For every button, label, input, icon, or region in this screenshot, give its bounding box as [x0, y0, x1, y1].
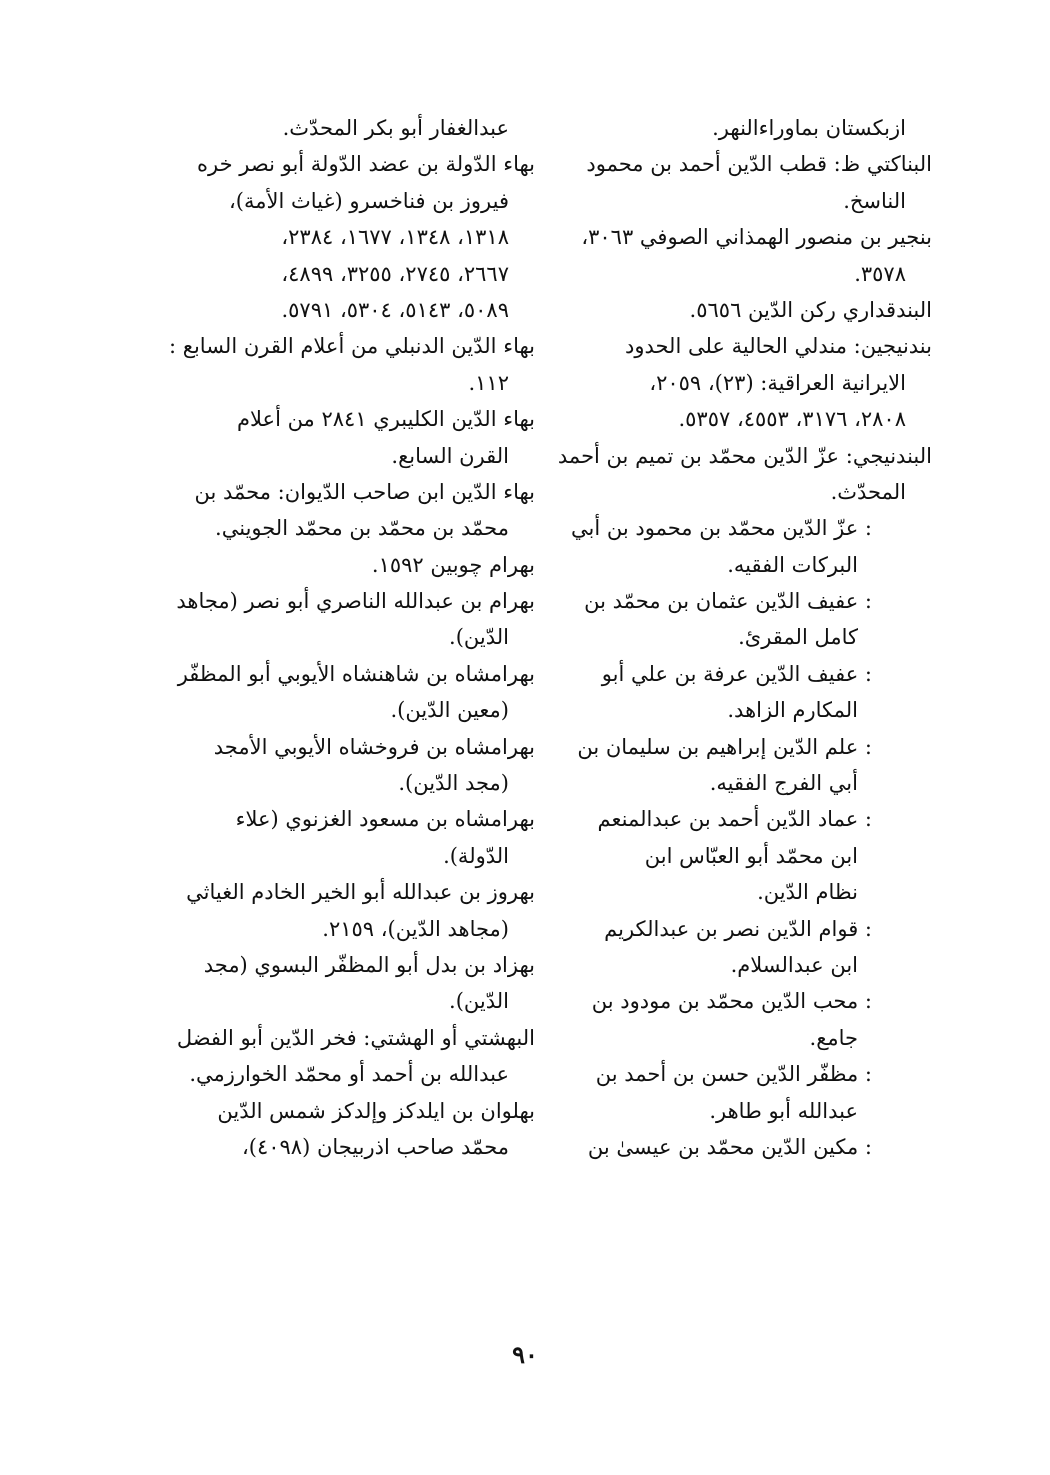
index-entry-line: بهرامشاه بن شاهنشاه الأيوبي أبو المظفّر	[177, 661, 535, 686]
index-entry-line: الايرانية العراقية: (٢٣)، ٢٠٥٩،	[649, 370, 906, 395]
index-entry-line: : قوام الدّين نصر بن عبدالكريم	[604, 916, 872, 941]
index-entry-line: القرن السابع.	[391, 443, 509, 468]
index-entry-line: نظام الدّين.	[757, 880, 858, 905]
index-entry-line: بهزاد بن بدل أبو المظفّر البسوي (مجد	[203, 952, 535, 977]
index-entry-line: (مجاهد الدّين)، ٢١٥٩.	[322, 916, 509, 941]
index-entry-line: الدّين).	[449, 625, 509, 650]
index-entry-line: الدّين).	[449, 989, 509, 1014]
index-entry-line: بنجير بن منصور الهمذاني الصوفي ٣٠٦٣،	[581, 225, 932, 250]
index-entry-line: عبدالغفار أبو بكر المحدّث.	[282, 116, 509, 140]
index-entry-line: أبي الفرج الفقيه.	[709, 771, 858, 796]
index-entry-line: : عزّ الدّين محمّد بن محمود بن أبي	[571, 516, 872, 541]
index-entry-line: ابن محمّد أبو العبّاس ابن	[644, 843, 858, 868]
index-entry-line: : علم الدّين إبراهيم بن سليمان بن	[577, 734, 872, 759]
index-entry-line: الدّولة).	[443, 843, 509, 868]
index-entry-line: بهرام بن عبدالله الناصري أبو نصر (مجاهد	[176, 589, 535, 614]
index-entry-line: ٥٠٨٩، ٥١٤٣، ٥٣٠٤، ٥٧٩١.	[281, 297, 509, 322]
index-entry-line: ازبكستان بماوراءالنهر.	[712, 116, 906, 140]
index-entry-line: البركات الفقيه.	[727, 552, 858, 577]
index-entry-line: ٢٨٠٨، ٣١٧٦، ٤٥٥٣، ٥٣٥٧.	[678, 407, 906, 432]
index-entry-line: بهرام چوبين ١٥٩٢.	[371, 552, 535, 577]
index-entry-line: محمّد صاحب اذربيجان (٤٠٩٨)،	[241, 1134, 509, 1159]
index-entry-line: عبدالله بن أحمد أو محمّد الخوارزمي.	[189, 1062, 509, 1087]
index-entry-line: بهاء الدّين الكليبري ٢٨٤١ من أعلام	[237, 407, 535, 432]
index-entry-line: بندنيجين: مندلي الحالية على الحدود	[624, 334, 932, 359]
index-entry-line: : مكين الدّين محمّد بن عيسىٰ بن	[587, 1134, 872, 1159]
index-entry-line: : عفيف الدّين عرفة بن علي أبو	[601, 661, 872, 686]
index-entry-line: (معين الدّين).	[390, 698, 509, 723]
index-entry-line: بهاء الدّين الدنبلي من أعلام القرن السابع :	[169, 334, 535, 359]
index-entry-line: البندقداري ركن الدّين ٥٦٥٦.	[689, 297, 932, 322]
index-column-left	[160, 110, 535, 1165]
index-entry-line: البندنيجي: عزّ الدّين محمّد بن تميم بن أحمد	[557, 443, 932, 468]
index-entry-line: ٢٦٦٧، ٢٧٤٥، ٣٢٥٥، ٤٨٩٩،	[281, 261, 509, 286]
index-entry-line: بهاء الدّين ابن صاحب الدّيوان: محمّد بن	[194, 479, 535, 504]
index-entry-line: بهروز بن عبدالله أبو الخير الخادم الغياثي	[186, 880, 535, 905]
index-entry-line: بهرامشاه بن فروخشاه الأيوبي الأمجد	[213, 734, 535, 759]
index-entry-line: عبدالله أبو طاهر.	[709, 1098, 858, 1123]
index-entry-line: كامل المقرئ.	[738, 625, 858, 650]
index-entry-line: ابن عبدالسلام.	[730, 952, 858, 977]
index-entry-line: : عماد الدّين أحمد بن عبدالمنعم	[597, 807, 872, 832]
index-entry-line: جامع.	[809, 1025, 858, 1050]
index-entry-line: المكارم الزاهد.	[727, 698, 858, 723]
index-entry-line: المحدّث.	[830, 479, 906, 504]
index-entry-line: الناسخ.	[843, 188, 906, 213]
index-entry-line: ١٣١٨، ١٣٤٨، ١٦٧٧، ٢٣٨٤،	[281, 225, 509, 250]
index-entry-line: محمّد بن محمّد بن محمّد الجويني.	[215, 516, 509, 541]
index-entry-line: : مظفّر الدّين حسن بن أحمد بن	[595, 1062, 872, 1087]
page-number: ٩٠	[512, 1340, 538, 1369]
index-entry-line: فيروز بن فناخسرو (غياث الأمة)،	[229, 188, 509, 213]
index-entry-line: البناكتي ظ: قطب الدّين أحمد بن محمود	[586, 152, 932, 177]
index-entry-line: (مجد الدّين).	[398, 771, 509, 796]
index-entry-line: بهلوان بن ايلدكز وإلدكز شمس الدّين	[217, 1098, 535, 1123]
index-entry-line: : عفيف الدّين عثمان بن محمّد بن	[584, 589, 872, 614]
index-entry-line: ٣٥٧٨.	[854, 261, 906, 286]
index-column-right	[557, 110, 932, 1165]
index-entry-line: : محب الدّين محمّد بن مودود بن	[591, 989, 872, 1014]
index-entry-line: بهرامشاه بن مسعود الغزنوي (علاء	[235, 807, 535, 832]
index-entry-line: البهشتي أو الهشتي: فخر الدّين أبو الفضل	[176, 1025, 535, 1050]
index-entry-line: بهاء الدّولة بن عضد الدّولة أبو نصر خره	[197, 152, 535, 177]
index-entry-line: ١١٢.	[468, 370, 509, 395]
